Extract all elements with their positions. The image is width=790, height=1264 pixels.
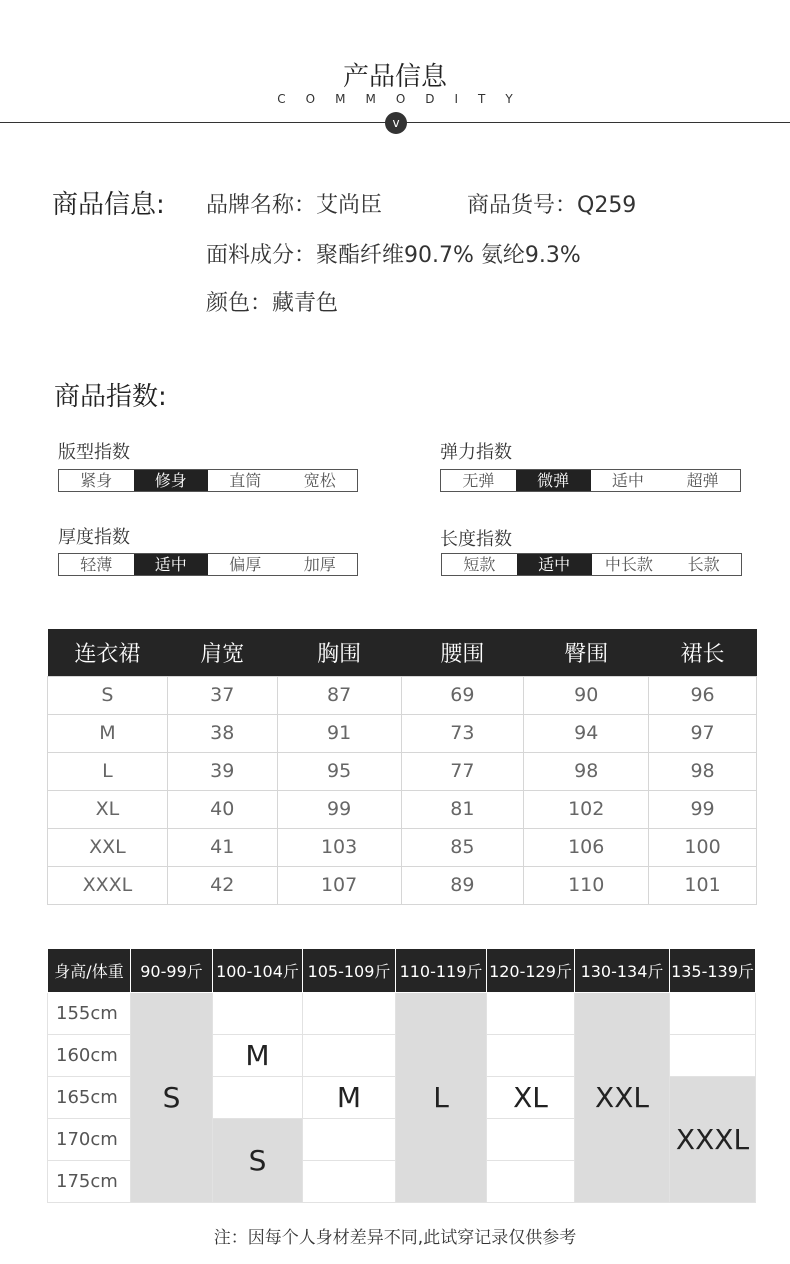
chevron-down-icon: v [385,112,407,134]
size-label: XL [513,1081,548,1114]
length-index-title: 长度指数 [440,529,512,550]
index-option: 加厚 [303,555,336,574]
empty-cell [303,993,396,1035]
size-cell [396,993,487,1203]
header-cell: 身高/体重 [48,949,131,993]
table-cell: 106 [524,828,649,866]
table-cell: 41 [167,828,277,866]
header-cell: 130-134斤 [575,949,670,993]
header-cell: 连衣裙 [48,629,168,676]
section-title: 产品信息 [342,62,447,92]
empty-cell [487,1161,575,1203]
header-cell: 腰围 [401,629,524,676]
index-option: 长款 [687,555,720,574]
index-option: 直筒 [229,471,262,490]
table-cell: XL [48,790,168,828]
empty-cell [487,1035,575,1077]
empty-cell [303,1119,396,1161]
table-cell: 37 [167,676,277,714]
size-label: XXXL [675,1123,750,1156]
empty-cell [487,1119,575,1161]
size-label: M [336,1081,362,1114]
brand-text: 品牌名称：艾尚臣 [206,193,383,218]
table-row [48,828,757,866]
fit-index-bar [58,469,358,492]
table-cell: 97 [649,714,757,752]
table-cell: 103 [277,828,401,866]
index-option: 轻薄 [80,555,113,574]
table-cell: L [48,752,168,790]
size-cell [213,1119,303,1203]
thickness-index-bar [58,553,358,576]
table-row [48,866,757,904]
size-table-header [48,629,757,676]
empty-cell [303,1035,396,1077]
table-cell: 95 [277,752,401,790]
table-cell: 98 [649,752,757,790]
header-cell: 105-109斤 [303,949,396,993]
table-cell: 69 [401,676,524,714]
table-cell: 40 [167,790,277,828]
index-option: 中长款 [604,555,653,574]
height-cell: 155cm [48,993,131,1035]
table-cell: 81 [401,790,524,828]
index-option: 宽松 [303,471,336,490]
empty-cell [213,993,303,1035]
size-label: S [248,1144,267,1177]
length-index-bar [441,553,742,576]
index-option: 适中 [611,471,644,490]
height-cell: 160cm [48,1035,131,1077]
header-cell: 100-104斤 [213,949,303,993]
table-row [48,993,756,1035]
table-cell: 99 [649,790,757,828]
section-subtitle: COMMODITY [277,92,533,106]
table-cell: 102 [524,790,649,828]
table-cell: 73 [401,714,524,752]
header-cell: 臀围 [524,629,649,676]
size-label: XXL [595,1081,649,1114]
size-label: L [433,1081,449,1114]
stretch-index-bar [440,469,741,492]
table-cell: 90 [524,676,649,714]
table-row [48,676,757,714]
item-number-text: 商品货号：Q259 [467,193,637,218]
size-cell [303,1077,396,1119]
empty-cell [487,993,575,1035]
table-row [48,790,757,828]
table-cell: XXL [48,828,168,866]
empty-cell [303,1161,396,1203]
stretch-index-title: 弹力指数 [440,442,512,463]
empty-cell [670,1035,756,1077]
thickness-index-title: 厚度指数 [58,527,130,548]
index-option: 超弹 [686,471,719,490]
header-cell: 135-139斤 [670,949,756,993]
index-option: 偏厚 [229,555,262,574]
header-cell: 90-99斤 [131,949,213,993]
table-cell: 42 [167,866,277,904]
size-label: S [162,1081,181,1114]
table-cell: 38 [167,714,277,752]
height-cell: 175cm [48,1161,131,1203]
table-cell: 85 [401,828,524,866]
index-option: 无弹 [462,471,495,490]
empty-cell [213,1077,303,1119]
header-cell: 胸围 [277,629,401,676]
table-cell: 91 [277,714,401,752]
table-cell: S [48,676,168,714]
fit-table-header [48,949,756,993]
table-cell: 96 [649,676,757,714]
size-cell [213,1035,303,1077]
table-cell: M [48,714,168,752]
index-option-selected: 适中 [134,554,209,575]
table-cell: 89 [401,866,524,904]
index-option-selected: 微弹 [516,470,591,491]
size-cell [575,993,670,1203]
table-cell: 39 [167,752,277,790]
table-cell: 100 [649,828,757,866]
index-option: 短款 [463,555,496,574]
header-cell: 120-129斤 [487,949,575,993]
header-cell: 肩宽 [167,629,277,676]
table-cell: 101 [649,866,757,904]
fit-table [47,948,756,1203]
header-cell: 110-119斤 [396,949,487,993]
header-cell: 裙长 [649,629,757,676]
fit-index-title: 版型指数 [58,442,130,463]
table-cell: XXXL [48,866,168,904]
table-cell: 110 [524,866,649,904]
height-cell: 165cm [48,1077,131,1119]
index-option: 紧身 [80,471,113,490]
table-cell: 87 [277,676,401,714]
index-option-selected: 修身 [134,470,209,491]
disclaimer-note: 注：因每个人身材差异不同,此试穿记录仅供参考 [213,1228,577,1248]
table-cell: 99 [277,790,401,828]
indices-heading: 商品指数: [54,382,167,412]
size-label: M [245,1039,270,1072]
table-row [48,752,757,790]
table-cell: 94 [524,714,649,752]
table-cell: 77 [401,752,524,790]
size-cell [670,1077,756,1203]
empty-cell [670,993,756,1035]
index-option-selected: 适中 [517,554,592,575]
size-cell [487,1077,575,1119]
info-label: 商品信息: [52,190,165,220]
fabric-text: 面料成分：聚酯纤维90.7% 氨纶9.3% [206,243,581,268]
table-cell: 107 [277,866,401,904]
table-cell: 98 [524,752,649,790]
size-table [47,629,757,905]
size-cell [131,993,213,1203]
height-cell: 170cm [48,1119,131,1161]
table-row [48,714,757,752]
color-text: 颜色：藏青色 [206,291,339,316]
